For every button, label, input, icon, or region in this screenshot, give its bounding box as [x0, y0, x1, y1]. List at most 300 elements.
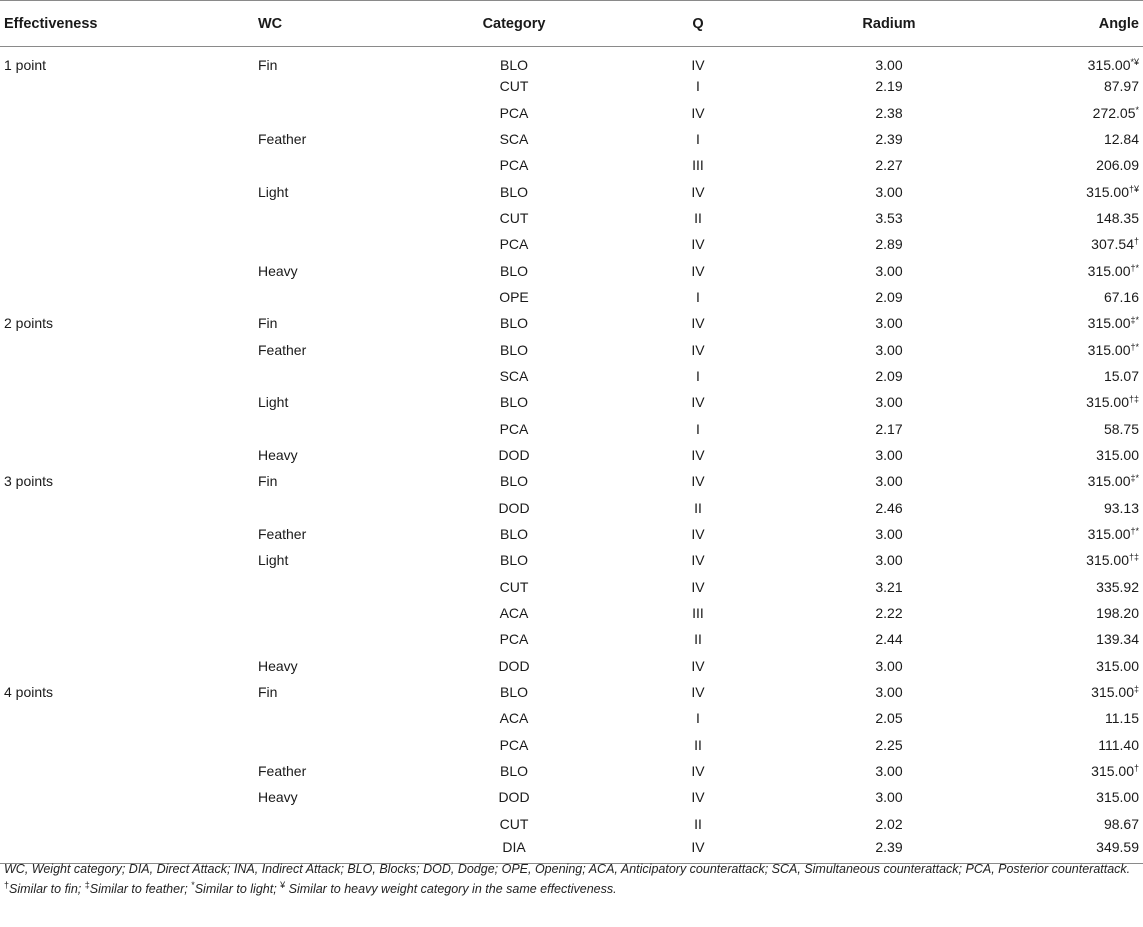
cell-angle [982, 442, 1143, 468]
cell-angle [982, 389, 1143, 415]
cell-q [600, 205, 796, 231]
cell-category-value: BLO [499, 183, 528, 200]
cell-q [600, 284, 796, 310]
cell-q [600, 178, 796, 204]
cell-q-value: II [694, 815, 702, 832]
cell-angle-value: 206.09 [1096, 157, 1139, 174]
cell-category-value: PCA [499, 236, 529, 253]
cell-radium [796, 284, 982, 310]
cell-category-value: PCA [499, 736, 529, 753]
cell-angle [982, 705, 1143, 731]
cell-effectiveness-value: 1 point [4, 57, 47, 73]
table-row [0, 99, 1143, 125]
cell-radium [796, 758, 982, 784]
cell-q [600, 152, 796, 178]
cell-angle [982, 363, 1143, 389]
cell-wc [258, 389, 428, 415]
cell-radium [796, 600, 982, 626]
cell-angle-value: 315.00 [1087, 262, 1131, 279]
cell-category [428, 442, 600, 468]
cell-q-value: IV [691, 789, 705, 806]
cell-effectiveness [0, 178, 258, 204]
cell-wc-value: Light [258, 394, 289, 411]
cell-angle-value: 139.34 [1096, 631, 1139, 648]
angle-footnote-mark: †‡ [1128, 394, 1139, 405]
cell-wc [258, 99, 428, 125]
cell-q [600, 600, 796, 626]
cell-wc-value: Heavy [258, 789, 298, 806]
cell-effectiveness [0, 389, 258, 415]
cell-effectiveness [0, 626, 258, 652]
cell-angle-value: 315.00 [1091, 684, 1134, 701]
cell-category [428, 152, 600, 178]
cell-wc-value: Light [258, 552, 289, 569]
cell-q [600, 732, 796, 758]
cell-q [600, 811, 796, 837]
cell-q [600, 336, 796, 362]
header-q: Q [600, 1, 796, 47]
cell-radium-value: 2.46 [875, 499, 903, 516]
cell-angle [982, 811, 1143, 837]
cell-angle-value: 315.00 [1087, 526, 1131, 543]
cell-category [428, 310, 600, 336]
cell-radium-value: 2.27 [875, 157, 903, 174]
angle-footnote-mark: †* [1130, 262, 1139, 273]
cell-radium-value: 2.39 [875, 838, 903, 855]
cell-category [428, 811, 600, 837]
cell-effectiveness [0, 231, 258, 257]
cell-q [600, 442, 796, 468]
cell-wc [258, 547, 428, 573]
cell-radium [796, 784, 982, 810]
table-row [0, 468, 1143, 494]
cell-wc [258, 758, 428, 784]
cell-q [600, 574, 796, 600]
cell-wc [258, 363, 428, 389]
cell-q-value: IV [691, 104, 705, 121]
cell-category [428, 600, 600, 626]
cell-radium [796, 679, 982, 705]
cell-wc-value: Feather [258, 526, 307, 543]
cell-q-value: I [696, 367, 700, 384]
cell-wc-value: Feather [258, 763, 307, 780]
cell-wc [258, 415, 428, 441]
cell-angle [982, 574, 1143, 600]
table-row [0, 73, 1143, 99]
cell-effectiveness [0, 310, 258, 336]
cell-category [428, 415, 600, 441]
cell-category [428, 547, 600, 573]
table-row [0, 732, 1143, 758]
footnote-mark-feather: ‡ [84, 880, 90, 890]
cell-category [428, 626, 600, 652]
cell-category [428, 126, 600, 152]
header-radium: Radium [796, 1, 982, 47]
cell-wc [258, 257, 428, 283]
cell-radium-value: 3.00 [875, 341, 903, 358]
cell-category [428, 653, 600, 679]
angle-footnote-mark: ‡* [1130, 315, 1139, 326]
cell-radium-value: 2.25 [875, 736, 903, 753]
cell-radium [796, 705, 982, 731]
cell-category-value: DOD [498, 499, 530, 516]
cell-category-value: BLO [499, 57, 528, 73]
cell-angle [982, 521, 1143, 547]
angle-footnote-mark: † [1133, 763, 1139, 774]
table-row [0, 705, 1143, 731]
angle-footnote-mark: * [1135, 104, 1139, 115]
table-row [0, 231, 1143, 257]
cell-angle-value: 272.05 [1092, 104, 1136, 121]
cell-radium-value: 3.00 [875, 446, 903, 463]
cell-effectiveness [0, 363, 258, 389]
cell-radium-value: 2.39 [875, 130, 903, 147]
cell-effectiveness [0, 284, 258, 310]
cell-wc [258, 205, 428, 231]
cell-angle [982, 178, 1143, 204]
cell-q-value: II [694, 631, 702, 648]
cell-wc [258, 126, 428, 152]
angle-footnote-mark: †¥ [1128, 183, 1139, 194]
cell-angle [982, 784, 1143, 810]
cell-angle-value: 148.35 [1096, 209, 1139, 226]
angle-footnote-mark: †* [1130, 341, 1139, 352]
cell-category [428, 468, 600, 494]
cell-angle-value: 111.40 [1098, 736, 1139, 753]
cell-wc-value: Heavy [258, 446, 298, 463]
cell-wc [258, 442, 428, 468]
cell-effectiveness [0, 732, 258, 758]
cell-angle [982, 468, 1143, 494]
cell-angle-value: 315.00 [1091, 763, 1134, 780]
cell-category-value: PCA [499, 420, 529, 437]
cell-angle-value: 315.00 [1086, 394, 1129, 411]
cell-radium [796, 626, 982, 652]
cell-category [428, 47, 600, 74]
cell-category [428, 389, 600, 415]
cell-radium-value: 3.53 [875, 209, 903, 226]
cell-wc [258, 600, 428, 626]
cell-category [428, 73, 600, 99]
cell-angle-value: 349.59 [1096, 838, 1139, 855]
cell-category [428, 205, 600, 231]
cell-angle-value: 315.00 [1086, 552, 1129, 569]
cell-q [600, 47, 796, 74]
cell-radium-value: 3.00 [875, 57, 903, 73]
cell-q-value: III [692, 157, 704, 174]
cell-angle-value: 335.92 [1096, 578, 1139, 595]
cell-effectiveness [0, 126, 258, 152]
cell-radium [796, 205, 982, 231]
cell-angle [982, 679, 1143, 705]
cell-radium [796, 468, 982, 494]
cell-radium [796, 574, 982, 600]
cell-wc [258, 574, 428, 600]
cell-category-value: DOD [498, 446, 530, 463]
cell-category-value: BLO [499, 684, 528, 701]
cell-q [600, 705, 796, 731]
cell-effectiveness [0, 811, 258, 837]
cell-q-value: I [696, 288, 700, 305]
cell-q-value: IV [691, 552, 705, 569]
cell-category-value: OPE [499, 288, 529, 305]
cell-radium [796, 126, 982, 152]
cell-wc [258, 626, 428, 652]
cell-q [600, 126, 796, 152]
cell-q [600, 99, 796, 125]
cell-category [428, 705, 600, 731]
cell-radium-value: 2.02 [875, 815, 903, 832]
cell-angle [982, 231, 1143, 257]
cell-q-value: II [694, 736, 702, 753]
table-row [0, 521, 1143, 547]
cell-q [600, 521, 796, 547]
cell-category-value: DOD [498, 789, 530, 806]
cell-category-value: BLO [499, 526, 528, 543]
cell-wc [258, 732, 428, 758]
cell-category-value: PCA [499, 104, 529, 121]
cell-category [428, 99, 600, 125]
cell-category [428, 284, 600, 310]
table-row [0, 126, 1143, 152]
cell-angle-value: 315.00 [1096, 657, 1139, 674]
cell-wc [258, 521, 428, 547]
cell-radium-value: 2.09 [875, 288, 903, 305]
cell-effectiveness [0, 495, 258, 521]
table-row [0, 600, 1143, 626]
cell-angle [982, 336, 1143, 362]
footnote-mark-light: * [191, 880, 195, 890]
cell-wc [258, 47, 428, 74]
cell-effectiveness [0, 336, 258, 362]
cell-effectiveness [0, 705, 258, 731]
cell-wc-value: Light [258, 183, 289, 200]
table-row [0, 205, 1143, 231]
cell-q-value: I [696, 420, 700, 437]
cell-wc [258, 705, 428, 731]
cell-effectiveness [0, 653, 258, 679]
cell-wc [258, 679, 428, 705]
table-row [0, 47, 1143, 74]
cell-angle-value: 67.16 [1103, 288, 1139, 305]
table-row [0, 574, 1143, 600]
cell-category-value: CUT [499, 78, 529, 95]
cell-effectiveness [0, 152, 258, 178]
cell-category [428, 574, 600, 600]
table-row [0, 495, 1143, 521]
cell-effectiveness [0, 415, 258, 441]
cell-angle-value: 315.00 [1087, 341, 1131, 358]
cell-category [428, 178, 600, 204]
table-footnote [4, 859, 1134, 899]
table-row [0, 336, 1143, 362]
cell-angle-value: 98.67 [1103, 815, 1139, 832]
cell-effectiveness [0, 99, 258, 125]
cell-q [600, 758, 796, 784]
cell-category-value: BLO [499, 763, 528, 780]
cell-effectiveness-value: 2 points [4, 315, 54, 332]
cell-category [428, 521, 600, 547]
cell-wc-value: Fin [258, 684, 278, 701]
cell-category-value: CUT [499, 578, 529, 595]
cell-radium-value: 2.17 [875, 420, 903, 437]
cell-q [600, 389, 796, 415]
cell-radium [796, 363, 982, 389]
cell-effectiveness [0, 574, 258, 600]
cell-radium-value: 2.44 [875, 631, 903, 648]
table-row [0, 653, 1143, 679]
cell-category-value: BLO [499, 394, 528, 411]
header-angle: Angle [982, 1, 1143, 47]
cell-radium-value: 3.00 [875, 526, 903, 543]
cell-angle-value: 315.00 [1087, 473, 1131, 490]
cell-radium [796, 653, 982, 679]
cell-effectiveness-value: 4 points [4, 684, 54, 701]
cell-q-value: IV [691, 315, 705, 332]
cell-angle [982, 99, 1143, 125]
cell-category [428, 336, 600, 362]
cell-wc-value: Heavy [258, 262, 298, 279]
cell-wc [258, 653, 428, 679]
cell-effectiveness [0, 679, 258, 705]
cell-angle-value: 93.13 [1103, 499, 1139, 516]
cell-wc [258, 284, 428, 310]
cell-category-value: DIA [502, 838, 526, 855]
cell-q [600, 784, 796, 810]
table-body [0, 47, 1143, 864]
footnote-text-1: WC, Weight category; DIA, Direct Attack; INA, Indirect Attack; BLO, Blocks; DOD, Dodge; OPE, Opening; ACA, Anticipatory counterattack; SCA, Simultaneous counterattack; PCA, Posterior counterattack. [4, 862, 1131, 876]
table-row [0, 389, 1143, 415]
cell-angle [982, 284, 1143, 310]
cell-radium-value: 3.00 [875, 262, 903, 279]
cell-q [600, 73, 796, 99]
footnote-text-5: Similar to heavy weight category in the same effectiveness. [285, 882, 617, 896]
cell-effectiveness-value: 3 points [4, 473, 54, 490]
cell-angle [982, 732, 1143, 758]
cell-radium [796, 495, 982, 521]
cell-radium [796, 389, 982, 415]
cell-radium-value: 3.00 [875, 394, 903, 411]
cell-q [600, 468, 796, 494]
cell-angle-value: 198.20 [1096, 605, 1139, 622]
cell-angle [982, 126, 1143, 152]
cell-radium [796, 178, 982, 204]
cell-q-value: IV [691, 236, 705, 253]
cell-radium-value: 2.38 [875, 104, 903, 121]
cell-category [428, 732, 600, 758]
header-row [0, 1, 1143, 47]
cell-q-value: IV [691, 57, 705, 73]
cell-radium-value: 3.00 [875, 315, 903, 332]
cell-q-value: IV [691, 262, 705, 279]
cell-category-value: BLO [499, 341, 528, 358]
cell-effectiveness [0, 73, 258, 99]
cell-q [600, 310, 796, 336]
cell-angle [982, 415, 1143, 441]
cell-radium [796, 442, 982, 468]
cell-angle [982, 626, 1143, 652]
cell-radium [796, 336, 982, 362]
table-row [0, 415, 1143, 441]
cell-q [600, 679, 796, 705]
cell-effectiveness [0, 547, 258, 573]
cell-angle-value: 315.00 [1096, 789, 1139, 806]
cell-category-value: BLO [499, 315, 528, 332]
cell-category [428, 231, 600, 257]
cell-q-value: IV [691, 526, 705, 543]
cell-category-value: SCA [499, 130, 529, 147]
cell-category-value: CUT [499, 815, 529, 832]
cell-radium-value: 3.00 [875, 473, 903, 490]
cell-category-value: PCA [499, 631, 529, 648]
cell-q [600, 363, 796, 389]
cell-angle-value: 87.97 [1103, 78, 1139, 95]
table-header [0, 1, 1143, 47]
cell-radium [796, 231, 982, 257]
cell-category [428, 758, 600, 784]
cell-wc-value: Fin [258, 473, 278, 490]
angle-footnote-mark: ‡* [1130, 473, 1139, 484]
footnote-mark-heavy: ¥ [280, 880, 286, 890]
cell-angle [982, 257, 1143, 283]
cell-wc [258, 811, 428, 837]
table-row [0, 758, 1143, 784]
cell-q-value: I [696, 130, 700, 147]
cell-category-value: CUT [499, 209, 529, 226]
table-row [0, 152, 1143, 178]
cell-angle [982, 495, 1143, 521]
cell-q-value: IV [691, 473, 705, 490]
cell-q-value: IV [691, 657, 705, 674]
cell-category-value: ACA [499, 710, 529, 727]
cell-angle-value: 315.00 [1087, 57, 1131, 73]
cell-angle [982, 758, 1143, 784]
cell-radium-value: 2.89 [875, 236, 903, 253]
table-row [0, 284, 1143, 310]
cell-category-value: ACA [499, 605, 529, 622]
angle-footnote-mark: *¥ [1130, 57, 1139, 67]
cell-effectiveness [0, 600, 258, 626]
cell-wc [258, 178, 428, 204]
cell-angle [982, 653, 1143, 679]
cell-radium-value: 3.00 [875, 552, 903, 569]
cell-category [428, 363, 600, 389]
cell-radium-value: 3.00 [875, 684, 903, 701]
cell-effectiveness [0, 468, 258, 494]
cell-wc [258, 310, 428, 336]
header-effectiveness: Effectiveness [0, 1, 258, 47]
cell-angle-value: 12.84 [1103, 130, 1139, 147]
cell-q-value: II [694, 499, 702, 516]
cell-effectiveness [0, 758, 258, 784]
footnote-text-4: Similar to light; [194, 882, 281, 896]
cell-radium [796, 47, 982, 74]
cell-q-value: IV [691, 183, 705, 200]
cell-radium-value: 3.00 [875, 789, 903, 806]
cell-wc-value: Feather [258, 341, 307, 358]
cell-q-value: IV [691, 763, 705, 780]
table-row [0, 547, 1143, 573]
cell-wc-value: Fin [258, 315, 278, 332]
cell-q [600, 415, 796, 441]
cell-wc [258, 73, 428, 99]
cell-angle [982, 547, 1143, 573]
cell-q [600, 626, 796, 652]
cell-radium-value: 3.21 [875, 578, 903, 595]
header-wc: WC [258, 1, 428, 47]
cell-q [600, 495, 796, 521]
cell-category-value: BLO [499, 473, 528, 490]
